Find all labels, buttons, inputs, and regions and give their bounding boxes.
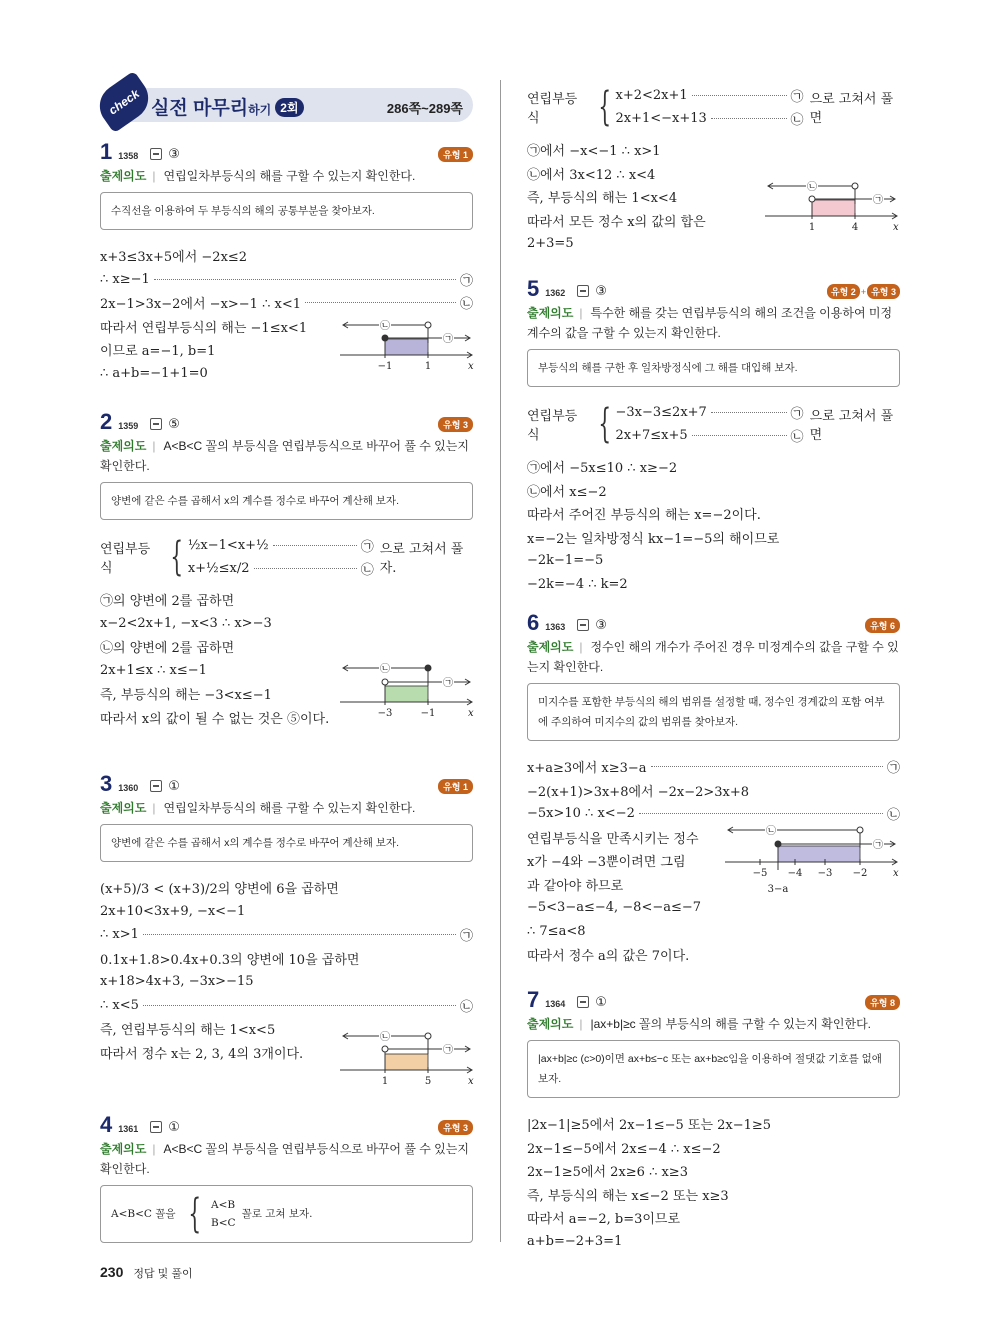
dotted-leader bbox=[273, 545, 357, 546]
hint-text: 미지수를 포함한 부등식의 해의 범위를 설정할 때, 정수인 경계값의 포함 여부에 주의하여 미지수의 값의 범위를 찾아보자. bbox=[538, 696, 885, 728]
line-text: 즉, 부등식의 해는 −3<x≤−1 bbox=[100, 688, 272, 704]
intent-label: 출제의도 bbox=[527, 306, 574, 320]
line-text: 2x+10<3x+9, −x<−1 bbox=[100, 903, 246, 919]
tick-label: −5 bbox=[752, 868, 768, 879]
line-text: x+a≥3에서 x≥3−a bbox=[527, 761, 647, 777]
type-tag: 유형 6 bbox=[865, 618, 900, 633]
solution-line bbox=[100, 362, 335, 386]
circled-mark: ㉡ bbox=[790, 430, 804, 445]
solution-line bbox=[527, 1230, 900, 1254]
line-text: ∴ a+b=−1+1=0 bbox=[100, 365, 208, 381]
inequality-system bbox=[527, 84, 900, 130]
line-text: ㉠에서 −5x≤10 ∴ x≥−2 bbox=[527, 461, 678, 477]
line-text: x+3≤3x+5에서 −2x≤2 bbox=[100, 250, 248, 266]
solution-line bbox=[527, 1183, 900, 1207]
separator: | bbox=[152, 801, 156, 815]
solution-line bbox=[100, 994, 473, 1018]
problem-id: 1359 bbox=[118, 421, 139, 431]
answer-value: ③ bbox=[595, 617, 607, 632]
open-point bbox=[382, 679, 388, 685]
problem-header bbox=[527, 989, 900, 1011]
round-badge: 2회 bbox=[275, 98, 303, 117]
solution-lines bbox=[527, 1112, 900, 1253]
line-text: ∴ x≥−1 bbox=[100, 271, 150, 287]
hint-box bbox=[527, 683, 900, 741]
circled-mark: ㉡ bbox=[380, 1032, 390, 1043]
intent-line bbox=[100, 1139, 473, 1179]
circled-mark: ㉡ bbox=[459, 999, 473, 1015]
problem-header bbox=[527, 612, 900, 634]
open-point bbox=[857, 827, 863, 833]
line-text: 2x−1≤−5에서 2x≤−4 ∴ x≤−2 bbox=[527, 1141, 721, 1157]
type-tag: 유형 3 bbox=[867, 284, 900, 299]
solution-line bbox=[527, 755, 900, 779]
solution-line bbox=[527, 1112, 900, 1136]
solution-line bbox=[100, 244, 473, 268]
line-text: ㉠에서 −x<−1 ∴ x>1 bbox=[527, 144, 661, 160]
system-rows bbox=[616, 401, 804, 447]
inequality-system bbox=[100, 534, 473, 580]
line-text: 2x−1>3x−2에서 −x>−1 ∴ x<1 bbox=[100, 297, 301, 313]
answer-value: ① bbox=[168, 778, 180, 793]
page-range: 286쪽~289쪽 bbox=[386, 101, 463, 116]
system-tail: 으로 고쳐서 풀면 bbox=[809, 92, 894, 126]
line-text: ∴ 7≤a<8 bbox=[527, 923, 586, 939]
solution-line bbox=[527, 920, 900, 944]
answer-icon bbox=[577, 996, 589, 1008]
line-text: |2x−1|≥5에서 2x−1≤−5 또는 2x−1≥5 bbox=[527, 1118, 772, 1134]
problem-4 bbox=[100, 1114, 473, 1243]
problem-id: 1362 bbox=[545, 288, 566, 298]
line-text: −2k=−4 ∴ k=2 bbox=[527, 576, 628, 592]
system-expr: −3x−3≤2x+7 bbox=[615, 405, 707, 420]
problem-5 bbox=[527, 278, 900, 596]
open-point bbox=[809, 196, 815, 202]
system-rows bbox=[188, 534, 374, 580]
brace-icon: { bbox=[170, 534, 184, 580]
solution-line bbox=[527, 1136, 900, 1160]
hint-text: 부등식의 해를 구한 후 일차방정식에 그 해를 대입해 보자. bbox=[538, 362, 798, 374]
tick-label: −4 bbox=[787, 868, 803, 879]
line-text: x=−2는 일차방정식 kx−1=−5의 해이므로 bbox=[527, 531, 780, 547]
intent-line bbox=[527, 637, 900, 677]
axis-label: x bbox=[468, 1076, 474, 1087]
dotted-leader bbox=[711, 412, 787, 413]
separator: | bbox=[152, 169, 156, 183]
hint-text: 수직선을 이용하여 두 부등식의 해의 공통부분을 찾아보자. bbox=[111, 205, 375, 217]
solution-line bbox=[100, 947, 473, 971]
system-expr: 2x+7≤x+5 bbox=[615, 428, 688, 443]
intent-text: A<B<C 꼴의 부등식을 연립부등식으로 바꾸어 풀 수 있는지 확인한다. bbox=[100, 1142, 469, 1176]
solution-region bbox=[385, 339, 428, 355]
line-text: 2x−1≥5에서 2x≥6 ∴ x≥3 bbox=[527, 1165, 688, 1181]
circled-mark: ㉠ bbox=[790, 407, 804, 422]
problem-id: 1360 bbox=[118, 783, 139, 793]
line-text: x−2<2x+1, −x<3 ∴ x>−3 bbox=[100, 615, 272, 631]
type-tag: 유형 3 bbox=[438, 417, 473, 432]
problem-id: 1364 bbox=[545, 999, 566, 1009]
brace-icon: { bbox=[598, 401, 612, 447]
system-row bbox=[616, 424, 804, 447]
solution-line bbox=[100, 970, 473, 994]
line-text: (x+5)/3 < (x+3)/2의 양변에 6을 곱하면 bbox=[100, 882, 339, 898]
hint-post: 꼴로 고쳐 보자. bbox=[241, 1208, 313, 1220]
line-text: x가 −4와 −3뿐이려면 그림 bbox=[527, 855, 686, 871]
solution-line bbox=[100, 338, 335, 362]
closed-point bbox=[425, 665, 431, 671]
line-text: ㉡에서 x≤−2 bbox=[527, 484, 607, 500]
circled-mark: ㉡ bbox=[766, 826, 776, 837]
problem-number: 2 bbox=[100, 409, 113, 434]
dotted-leader bbox=[143, 1005, 456, 1006]
answer-icon bbox=[150, 418, 162, 430]
tick-label: 1 bbox=[381, 1076, 389, 1087]
intent-line bbox=[527, 303, 900, 343]
circled-mark: ㉠ bbox=[873, 840, 883, 851]
tick-label: 4 bbox=[851, 222, 859, 233]
answer-icon bbox=[150, 780, 162, 792]
open-point bbox=[425, 322, 431, 328]
number-line-3 bbox=[338, 1030, 478, 1090]
solution-line bbox=[527, 549, 900, 573]
solution-line bbox=[527, 209, 762, 233]
intent-line bbox=[100, 436, 473, 476]
problem-header bbox=[527, 278, 900, 300]
page-footer bbox=[100, 1264, 193, 1281]
check-label: check bbox=[106, 86, 142, 118]
hint-box bbox=[527, 349, 900, 387]
hint-row: B<C bbox=[211, 1217, 236, 1229]
circled-mark: ㉠ bbox=[360, 540, 374, 555]
solution-line bbox=[527, 479, 900, 503]
hint-box bbox=[100, 482, 473, 520]
type-tag: 유형 2 bbox=[827, 284, 860, 299]
solution-line bbox=[527, 573, 900, 597]
problem-6 bbox=[527, 612, 900, 967]
circled-mark: ㉡ bbox=[380, 664, 390, 675]
circled-mark: ㉠ bbox=[790, 90, 804, 105]
title-suffix: 하기 bbox=[248, 103, 272, 117]
system-row bbox=[188, 534, 374, 557]
separator: | bbox=[152, 1142, 156, 1156]
solution-lines bbox=[527, 455, 900, 596]
solution-line bbox=[527, 138, 900, 162]
dotted-leader bbox=[692, 435, 787, 436]
answer-value: ③ bbox=[595, 283, 607, 298]
dotted-leader bbox=[692, 95, 787, 96]
closed-point bbox=[382, 335, 388, 341]
tick-label: 5 bbox=[424, 1076, 432, 1087]
problem-number: 5 bbox=[527, 276, 540, 301]
answer-icon bbox=[577, 285, 589, 297]
solution-line bbox=[527, 779, 900, 803]
solution-line bbox=[527, 502, 900, 526]
line-text: 즉, 연립부등식의 해는 1<x<5 bbox=[100, 1023, 276, 1039]
problem-7 bbox=[527, 989, 900, 1253]
inequality-system bbox=[527, 401, 900, 447]
tick-label: −1 bbox=[420, 708, 436, 719]
problem-header bbox=[100, 773, 473, 795]
solution-line bbox=[100, 1017, 335, 1041]
system-tail: 으로 고쳐서 풀면 bbox=[809, 409, 894, 443]
line-text: 따라서 정수 a의 값은 7이다. bbox=[527, 949, 690, 965]
axis-label: x bbox=[468, 361, 474, 372]
intent-label: 출제의도 bbox=[527, 640, 574, 654]
dotted-leader bbox=[305, 302, 456, 303]
axis-label: x bbox=[468, 708, 474, 719]
axis-label: x bbox=[893, 222, 899, 233]
separator: | bbox=[579, 640, 583, 654]
intent-text: |ax+b|≥c 꼴의 부등식의 해를 구할 수 있는지 확인한다. bbox=[590, 1017, 872, 1031]
answer-icon bbox=[577, 619, 589, 631]
type-tag: 유형 1 bbox=[438, 779, 473, 794]
hint-rows bbox=[211, 1196, 236, 1232]
answer-value: ⑤ bbox=[168, 416, 180, 431]
circled-mark: ㉡ bbox=[459, 297, 473, 313]
brace-icon: { bbox=[598, 84, 612, 130]
solution-line bbox=[100, 923, 473, 947]
intent-text: 특수한 해를 갖는 연립부등식의 해의 조건을 이용하여 미정계수의 값을 구할 수 있는지 확인한다. bbox=[527, 306, 893, 340]
line-text: 따라서 주어진 부등식의 해는 x=−2이다. bbox=[527, 508, 761, 524]
system-expr: x+2<2x+1 bbox=[615, 88, 688, 103]
solution-region bbox=[385, 686, 428, 702]
circled-mark: ㉡ bbox=[360, 563, 374, 578]
line-text: 따라서 x의 값이 될 수 없는 것은 ⑤이다. bbox=[100, 711, 330, 727]
problem-id: 1363 bbox=[545, 622, 566, 632]
hint-box bbox=[100, 824, 473, 862]
tick-label: 3−a bbox=[767, 884, 789, 895]
open-point bbox=[425, 1033, 431, 1039]
tick-label: 1 bbox=[424, 361, 432, 372]
solution-line bbox=[100, 1041, 335, 1065]
problem-number: 1 bbox=[100, 139, 113, 164]
solution-line bbox=[527, 526, 900, 550]
line-text: 2x+1≤x ∴ x≤−1 bbox=[100, 662, 207, 678]
hint-text: 양변에 같은 수를 곱해서 x의 계수를 정수로 바꾸어 계산해 보자. bbox=[111, 837, 399, 849]
circled-mark: ㉡ bbox=[790, 113, 804, 128]
problem-number: 3 bbox=[100, 771, 113, 796]
problem-number: 6 bbox=[527, 610, 540, 635]
column-divider bbox=[500, 80, 501, 1242]
number-line-2 bbox=[338, 662, 478, 722]
number-line-4 bbox=[763, 178, 903, 238]
system-tail: 으로 고쳐서 풀자. bbox=[379, 542, 464, 576]
line-text: ㉡에서 3x<12 ∴ x<4 bbox=[527, 167, 656, 183]
solution-line bbox=[527, 1159, 900, 1183]
system-label: 연립부등식 bbox=[527, 409, 578, 443]
answer-icon bbox=[150, 1121, 162, 1133]
answer-value: ① bbox=[595, 994, 607, 1009]
line-text: ∴ x>1 bbox=[100, 927, 139, 943]
solution-line bbox=[100, 659, 335, 683]
open-point bbox=[382, 1046, 388, 1052]
line-text: ∴ x<5 bbox=[100, 997, 139, 1013]
line-text: 따라서 모든 정수 x의 값의 합은 bbox=[527, 214, 706, 230]
system-expr: ½x−1<x+½ bbox=[187, 538, 269, 553]
circled-mark: ㉠ bbox=[443, 334, 453, 345]
solution-line bbox=[100, 876, 473, 900]
title-text: 실전 마무리 bbox=[151, 98, 249, 119]
line-text: 연립부등식을 만족시키는 정수 bbox=[527, 831, 699, 847]
system-expr: x+½≤x/2 bbox=[187, 561, 250, 576]
intent-label: 출제의도 bbox=[100, 169, 147, 183]
tick-label: 1 bbox=[808, 222, 816, 233]
type-tag: 유형 8 bbox=[865, 995, 900, 1010]
solution-region bbox=[385, 1054, 428, 1070]
problem-id: 1361 bbox=[118, 1124, 139, 1134]
line-text: 과 같아야 하므로 bbox=[527, 878, 624, 894]
hint-box bbox=[100, 192, 473, 230]
system-row bbox=[616, 107, 804, 130]
solution-region bbox=[778, 846, 860, 862]
intent-label: 출제의도 bbox=[100, 1142, 147, 1156]
line-text: −2(x+1)>3x+8에서 −2x−2>3x+8 bbox=[527, 784, 750, 800]
dotted-leader bbox=[143, 934, 456, 935]
hint-text: 양변에 같은 수를 곱해서 x의 계수를 정수로 바꾸어 계산해 보자. bbox=[111, 495, 399, 507]
dotted-leader bbox=[639, 813, 883, 814]
separator: | bbox=[579, 306, 583, 320]
axis-label: x bbox=[893, 868, 899, 879]
circled-mark: ㉠ bbox=[443, 1045, 453, 1056]
intent-text: A<B<C 꼴의 부등식을 연립부등식으로 바꾸어 풀 수 있는지 확인한다. bbox=[100, 439, 469, 473]
line-text: x+18>4x+3, −3x>−15 bbox=[100, 974, 254, 990]
answer-value: ① bbox=[168, 1119, 180, 1134]
solution-line bbox=[527, 1206, 900, 1230]
type-tag: + bbox=[860, 286, 867, 297]
intent-line bbox=[100, 798, 473, 818]
problem-id: 1358 bbox=[118, 151, 139, 161]
hint-row: A<B bbox=[211, 1199, 236, 1211]
line-text: 이므로 a=−1, b=1 bbox=[100, 344, 216, 360]
intent-text: 연립일차부등식의 해를 구할 수 있는지 확인한다. bbox=[163, 801, 416, 815]
line-text: a+b=−2+3=1 bbox=[527, 1233, 623, 1249]
number-line-5 bbox=[723, 820, 903, 900]
dotted-leader bbox=[651, 766, 883, 767]
solution-line bbox=[100, 291, 473, 315]
problem-number: 4 bbox=[100, 1112, 113, 1137]
circled-mark: ㉠ bbox=[459, 929, 473, 945]
line-text: 따라서 정수 x는 2, 3, 4의 3개이다. bbox=[100, 1046, 304, 1062]
number-line-1 bbox=[338, 315, 478, 375]
line-text: −5x>10 ∴ x<−2 bbox=[527, 806, 635, 822]
dotted-leader bbox=[254, 568, 357, 569]
intent-line bbox=[527, 1014, 900, 1034]
problem-header bbox=[100, 411, 473, 433]
intent-label: 출제의도 bbox=[100, 801, 147, 815]
page-number: 230 bbox=[100, 1264, 124, 1280]
intent-text: 연립일차부등식의 해를 구할 수 있는지 확인한다. bbox=[163, 169, 416, 183]
closed-point bbox=[775, 841, 781, 847]
problem-header bbox=[100, 1114, 473, 1136]
system-row bbox=[616, 401, 804, 424]
footer-label: 정답 및 풀이 bbox=[133, 1268, 193, 1280]
solution-line bbox=[100, 635, 473, 659]
line-text: ㉡의 양변에 2를 곱하면 bbox=[100, 641, 235, 657]
line-text: 따라서 a=−2, b=3이므로 bbox=[527, 1212, 681, 1228]
line-text: −2k−1=−5 bbox=[527, 553, 604, 569]
type-tags bbox=[827, 284, 900, 299]
solution-line bbox=[100, 900, 473, 924]
type-tag: 유형 1 bbox=[438, 147, 473, 162]
problem-header bbox=[100, 141, 473, 163]
solution-line bbox=[527, 185, 762, 209]
intent-label: 출제의도 bbox=[100, 439, 147, 453]
intent-line bbox=[100, 166, 473, 186]
solution-line bbox=[100, 268, 473, 292]
tick-label: −1 bbox=[377, 361, 393, 372]
intent-label: 출제의도 bbox=[527, 1017, 574, 1031]
system-label: 연립부등식 bbox=[527, 92, 578, 126]
circled-mark: ㉠ bbox=[459, 273, 473, 289]
circled-mark: ㉡ bbox=[807, 182, 817, 193]
tick-label: −3 bbox=[377, 708, 393, 719]
circled-mark: ㉠ bbox=[443, 678, 453, 689]
system-label: 연립부등식 bbox=[100, 542, 151, 576]
circled-mark: ㉡ bbox=[886, 808, 900, 824]
dotted-leader bbox=[154, 279, 456, 280]
hint-pre: A<B<C 꼴을 bbox=[111, 1208, 176, 1220]
hint-text: |ax+b|≥c (c>0)이면 ax+b≤−c 또는 ax+b≥c임을 이용하여 절댓값 기호를 없애 보자. bbox=[538, 1053, 882, 1085]
line-text: 즉, 부등식의 해는 x≤−2 또는 x≥3 bbox=[527, 1188, 729, 1204]
intent-text: 정수인 해의 개수가 주어진 경우 미정계수의 값을 구할 수 있는지 확인한다. bbox=[527, 640, 899, 674]
solution-line bbox=[100, 682, 335, 706]
solution-line bbox=[100, 612, 473, 636]
problem-number: 7 bbox=[527, 987, 540, 1012]
solution-line bbox=[527, 943, 900, 967]
line-text: ㉠의 양변에 2를 곱하면 bbox=[100, 594, 235, 610]
separator: | bbox=[579, 1017, 583, 1031]
line-text: 2+3=5 bbox=[527, 236, 574, 252]
solution-line bbox=[100, 315, 335, 339]
system-rows bbox=[616, 84, 804, 130]
line-text: 0.1x+1.8>0.4x+0.3의 양변에 10을 곱하면 bbox=[100, 952, 360, 968]
open-point bbox=[852, 183, 858, 189]
circled-mark: ㉠ bbox=[873, 195, 883, 206]
answer-value: ③ bbox=[168, 146, 180, 161]
separator: | bbox=[152, 439, 156, 453]
system-row bbox=[616, 84, 804, 107]
circled-mark: ㉠ bbox=[886, 761, 900, 777]
hint-box bbox=[100, 1185, 473, 1243]
line-text: 따라서 연립부등식의 해는 −1≤x<1 bbox=[100, 320, 308, 336]
answer-icon bbox=[150, 148, 162, 160]
section-title bbox=[151, 93, 304, 120]
line-text: −5<3−a≤−4, −8<−a≤−7 bbox=[527, 900, 702, 916]
solution-line bbox=[100, 588, 473, 612]
check-badge bbox=[91, 71, 157, 134]
tick-label: −2 bbox=[852, 868, 868, 879]
dotted-leader bbox=[711, 118, 787, 119]
type-tag: 유형 3 bbox=[438, 1120, 473, 1135]
solution-region bbox=[812, 200, 855, 216]
hint-box bbox=[527, 1040, 900, 1098]
brace-icon: { bbox=[187, 1191, 201, 1237]
solution-line bbox=[527, 455, 900, 479]
system-expr: 2x+1<−x+13 bbox=[615, 111, 707, 126]
circled-mark: ㉡ bbox=[380, 321, 390, 332]
tick-label: −3 bbox=[817, 868, 833, 879]
problem-3 bbox=[100, 773, 473, 1064]
system-row bbox=[188, 557, 374, 580]
line-text: 즉, 부등식의 해는 1<x<4 bbox=[527, 191, 678, 207]
